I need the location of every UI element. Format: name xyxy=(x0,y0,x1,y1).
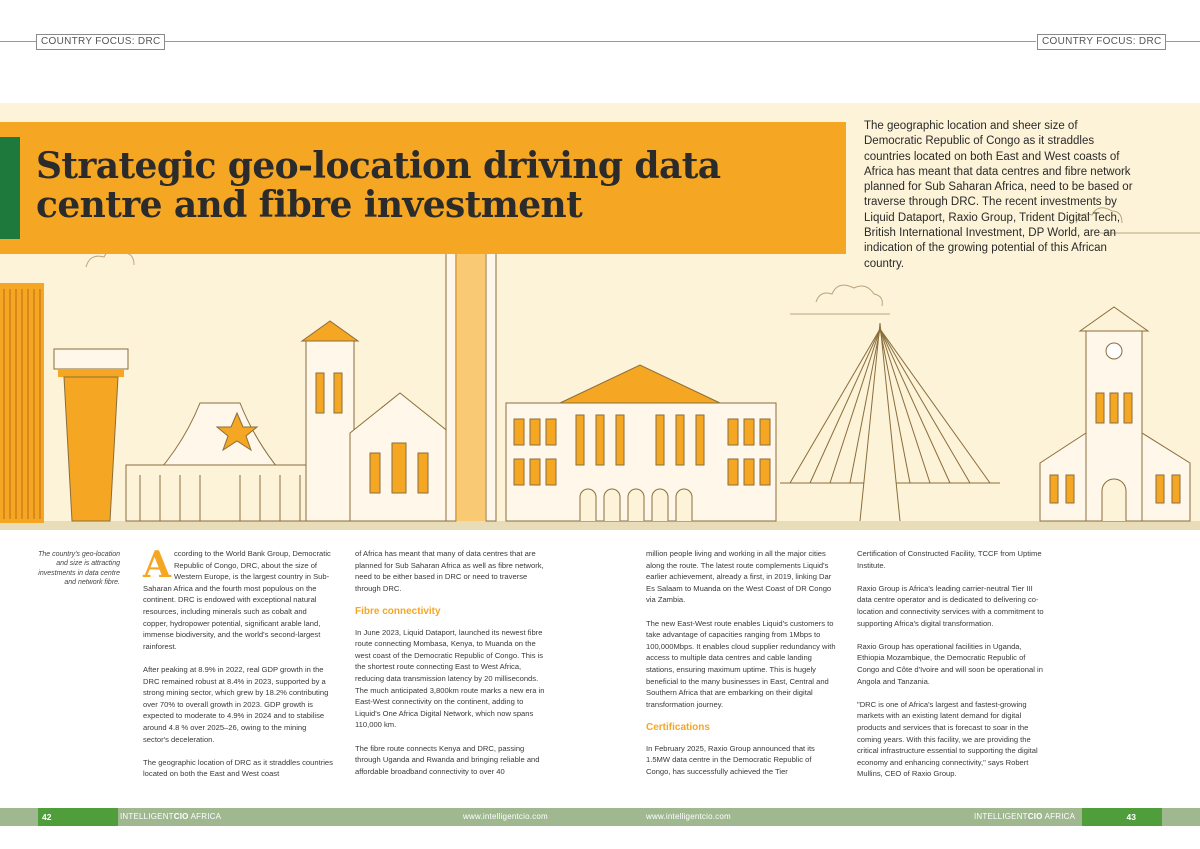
article-intro: The geographic location and sheer size of Democratic Republic of Congo as it straddles countries located on both East and West coasts of Africa has meant that data centres and fibre network planned for Sub Saharan Africa, need to be based or traverse through DRC. The recent investments by Liquid Dataport, Raxio Group, Trident Digital Tech, British International Investment, DP World, are an indication of the growing potential of this African country. xyxy=(864,120,1133,270)
church-left xyxy=(302,321,450,521)
cathedral-right xyxy=(1040,307,1190,521)
paragraph: Certification of Constructed Facility, TCCF from Uptime Institute. xyxy=(857,549,1042,570)
tower-of-limete xyxy=(446,253,496,521)
footer-url-right[interactable]: www.intelligentcio.com xyxy=(646,812,731,821)
cable-bridge xyxy=(780,323,1000,521)
paragraph: The new East-West route enables Liquid's customers to take advantage of capacities ranging from 1Mbps to 100,000Mbps. It enables cloud supplier redundancy with access to multiple data centres and cable landing stations, ensuring maximum uptime. This is hugely beneficial to the many businesses in East, Central and Southern Africa that are embarking on their digital transformation journey. xyxy=(646,618,836,709)
colonial-building xyxy=(506,365,776,521)
control-tower xyxy=(54,349,128,521)
footer-brand-right: INTELLIGENTCIO AFRICA xyxy=(974,812,1076,821)
section-tag-right: COUNTRY FOCUS: DRC xyxy=(1037,34,1166,50)
paragraph: In February 2025, Raxio Group announced that its 1.5MW data centre in the Democratic Republic of Congo, has successfully achieved the Tier xyxy=(646,743,815,776)
paragraph: In June 2023, Liquid Dataport, launched its newest fibre route connecting Mombasa, Kenya, to Muanda on the west coast of the Democratic Republic of Congo. This is the shortest route connecting East to West Africa, reducing data transmission latency by 20 milliseconds. The much anticipated 3,800km route marks a new era in East-West connectivity on the continent, adding to Liquid's One Africa Digital Network, which now spans 110,000 km. xyxy=(355,627,545,730)
article-title: Strategic geo-location driving data centre and fibre investment xyxy=(36,145,721,226)
paragraph: The geographic location of DRC as it straddles countries located on both the East and West coast xyxy=(143,757,333,779)
paragraph: Raxio Group is Africa's leading carrier-neutral Tier III data centre operator and is dedicated to delivering co-location and connectivity services with a commitment to supporting Africa's digital transformation. xyxy=(857,583,1044,628)
title-accent-bar xyxy=(0,137,20,239)
subheading-fibre-connectivity: Fibre connectivity xyxy=(355,605,441,617)
subheading-certifications: Certifications xyxy=(646,721,710,733)
footer-url-left[interactable]: www.intelligentcio.com xyxy=(463,812,548,821)
text-column-2 xyxy=(355,548,545,789)
basilica xyxy=(126,403,312,521)
paragraph: Raxio Group has operational facilities in Uganda, Ethiopia Mozambique, the Democratic Republic of Congo and Côte d'Ivoire and will soon be operational in Angola and Tanzania. xyxy=(857,641,1043,686)
office-tower-left xyxy=(0,283,44,523)
header-rule-left xyxy=(0,41,36,42)
paragraph: of Africa has meant that many of data centres that are planned for Sub Saharan Africa as well as fibre network, need to be either based in DRC or need to traverse through DRC. xyxy=(355,549,544,593)
paragraph: After peaking at 8.9% in 2022, real GDP growth in the DRC remained robust at 8.4% in 2023, supported by a strong mining sector, which grew by 18.2% contributing over 70% to overall growth in 2023. GDP growth is expected to moderate to 4.9% in 2024 and to stabilise around 4.8 % over 2025–26, owing to the mining sector's deceleration. xyxy=(143,664,329,744)
text-column-1 xyxy=(143,544,333,791)
header-rule-middle xyxy=(162,41,1036,42)
drop-cap: A xyxy=(143,544,171,586)
paragraph: The fibre route connects Kenya and DRC, passing through Uganda and Rwanda and bringing reliable and affordable broadband connectivity to over 40 xyxy=(355,743,540,776)
text-column-4 xyxy=(857,548,1047,791)
footer-brand-left: INTELLIGENTCIO AFRICA xyxy=(120,812,222,821)
page-number-left: 42 xyxy=(38,808,118,826)
page-number-right: 43 xyxy=(1082,808,1162,826)
header-rule-right xyxy=(1166,41,1200,42)
paragraph: million people living and working in all the major cities along the route. The latest route complements Liquid's earlier achievement, already a first, in 2019, linking Dar Es Salaam to Muanda on the West Coast of DR Congo via Zambia. xyxy=(646,549,832,605)
cloud-middle xyxy=(816,285,882,306)
paragraph: "DRC is one of Africa's largest and fastest-growing markets with an existing latent demand for digital products and services that is forecast to soar in the coming years. With this facility, we are providing the critical infrastructure essential to supporting the digital economy and enhancing connectivity," says Robert Mullins, CEO of Raxio Group. xyxy=(857,699,1038,779)
paragraph: According to the World Bank Group, Democratic Republic of Congo, DRC, about the size of Western Europe, is the largest country in Sub-Saharan Africa and the fourth most populous on the continent. DRC is endowed with exceptional natural resources, including minerals such as cobalt and copper, hydropower potential, significant arable land, immense biodiversity, and the world's second-largest rainforest. xyxy=(143,544,331,651)
section-tag-left: COUNTRY FOCUS: DRC xyxy=(36,34,165,50)
image-caption: The country's geo-location and size is attracting investments in data centre and network fibre. xyxy=(38,551,120,586)
text-column-3 xyxy=(646,548,836,789)
